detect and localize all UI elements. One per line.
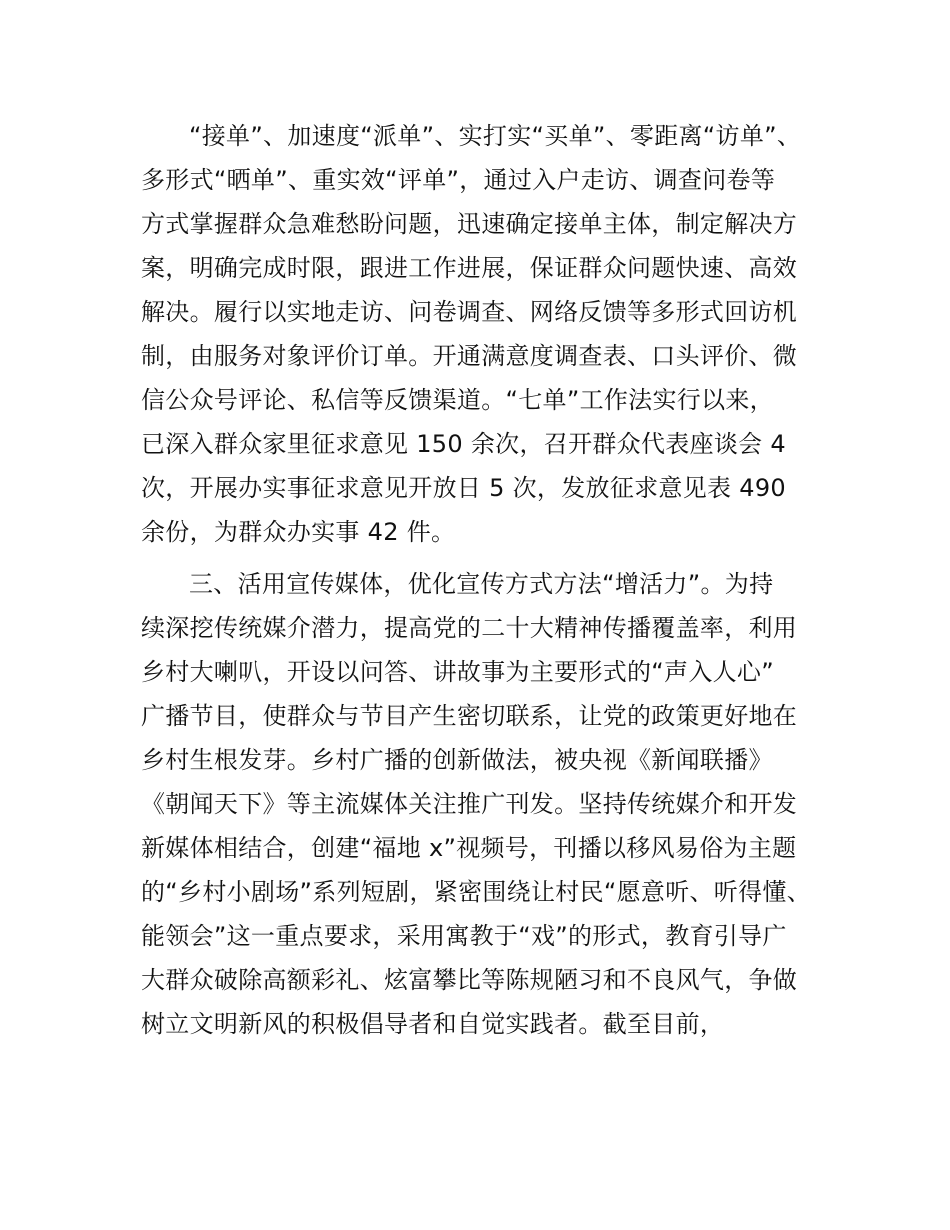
paragraph-2-line-8: 的“乡村小剧场”系列短剧，紧密围绕让村民“愿意听、听得懂、 — [141, 878, 811, 906]
paragraph-2-line-11: 树立文明新风的积极倡导者和自觉实践者。截至目前， — [141, 1010, 725, 1038]
paragraph-1-line-8: 已深入群众家里征求意见 150 余次，召开群众代表座谈会 4 — [141, 430, 786, 458]
paragraph-1-line-6: 制，由服务对象评价订单。开通满意度调查表、口头评价、微 — [141, 342, 798, 370]
paragraph-1-line-10: 余份，为群众办实事 42 件。 — [141, 518, 456, 546]
paragraph-2-line-2: 续深挖传统媒介潜力，提高党的二十大精神传播覆盖率，利用 — [141, 614, 798, 642]
paragraph-1-line-4: 案，明确完成时限，跟进工作进展，保证群众问题快速、高效 — [141, 254, 798, 282]
paragraph-2-line-1: 三、活用宣传媒体，优化宣传方式方法“增活力”。为持 — [189, 570, 774, 598]
paragraph-1-line-3: 方式掌握群众急难愁盼问题，迅速确定接单主体，制定解决方 — [141, 210, 798, 238]
paragraph-1-line-9: 次，开展办实事征求意见开放日 5 次，发放征求意见表 490 — [141, 474, 786, 502]
paragraph-2-line-3: 乡村大喇叭，开设以问答、讲故事为主要形式的“声入人心” — [141, 658, 774, 686]
paragraph-1-line-2: 多形式“晒单”、重实效“评单”，通过入户走访、调查问卷等 — [141, 166, 776, 194]
paragraph-2-line-10: 大群众破除高额彩礼、炫富攀比等陈规陋习和不良风气，争做 — [141, 966, 798, 994]
paragraph-2-line-5: 乡村生根发芽。乡村广播的创新做法，被央视《新闻联播》 — [141, 746, 773, 774]
paragraph-2-line-9: 能领会”这一重点要求，采用寓教于“戏”的形式，教育引导广 — [141, 922, 787, 950]
paragraph-2-line-4: 广播节目，使群众与节目产生密切联系，让党的政策更好地在 — [141, 702, 798, 730]
paragraph-2-line-7: 新媒体相结合，创建“福地 x”视频号，刊播以移风易俗为主题 — [141, 834, 797, 862]
paragraph-1-line-1: “接单”、加速度“派单”、实打实“买单”、零距离“访单”、 — [189, 122, 802, 150]
paragraph-1-line-7: 信公众号评论、私信等反馈渠道。“七单”工作法实行以来， — [141, 386, 774, 414]
paragraph-2-line-6: 《朝闻天下》等主流媒体关注推广刊发。坚持传统媒介和开发 — [141, 790, 798, 818]
paragraph-1-line-5: 解决。履行以实地走访、问卷调查、网络反馈等多形式回访机 — [141, 298, 798, 326]
